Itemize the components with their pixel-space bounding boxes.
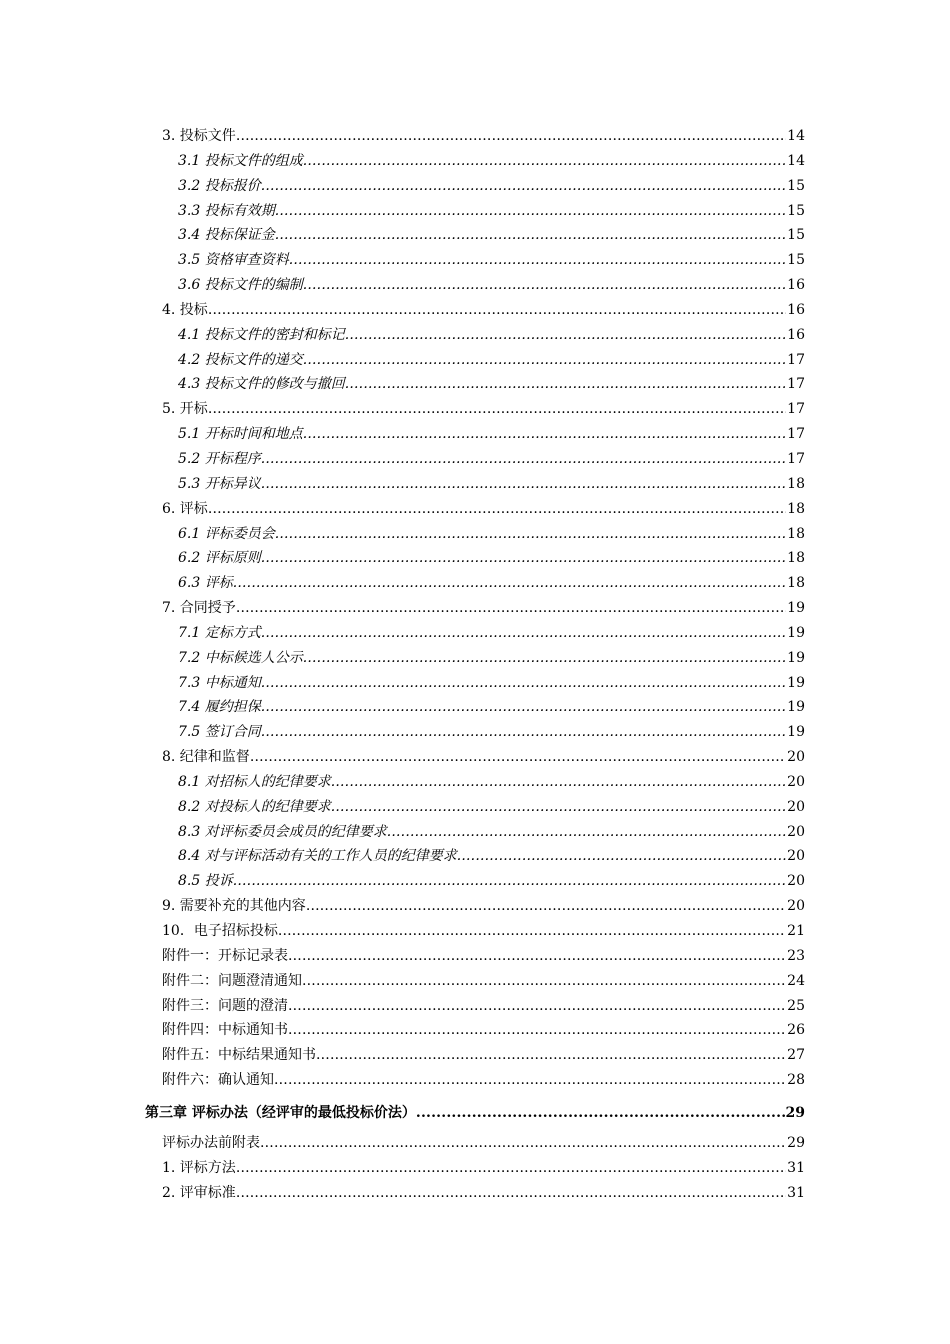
toc-entry-title: 5.1 开标时间和地点 ..... bbox=[0, 422, 805, 447]
toc-entry-page-number: 17 bbox=[786, 372, 805, 397]
toc-entry-page-number: 20 bbox=[786, 894, 805, 919]
toc-entry-title: 3.5 资格审查资料 ..... bbox=[0, 248, 805, 273]
toc-entry-title: 3.6 投标文件的编制 ..... bbox=[0, 273, 805, 298]
toc-entry[interactable] bbox=[0, 497, 950, 522]
toc-entry[interactable] bbox=[0, 223, 950, 248]
toc-entry[interactable] bbox=[0, 174, 950, 199]
toc-entry[interactable] bbox=[0, 695, 950, 720]
toc-entry-page-number: 18 bbox=[786, 546, 805, 571]
toc-entry-page-number: 17 bbox=[786, 447, 805, 472]
toc-entry-page-number: 18 bbox=[786, 497, 805, 522]
toc-entry[interactable] bbox=[0, 720, 950, 745]
toc-entry[interactable] bbox=[0, 646, 950, 671]
toc-entry-page-number: 19 bbox=[786, 596, 805, 621]
table-of-contents bbox=[0, 124, 950, 1205]
toc-entry[interactable] bbox=[0, 447, 950, 472]
toc-entry-page-number: 17 bbox=[786, 348, 805, 373]
toc-entry-page-number: 14 bbox=[786, 124, 805, 149]
toc-entry[interactable] bbox=[0, 248, 950, 273]
toc-entry-page-number: 16 bbox=[786, 273, 805, 298]
toc-entry-title: 4.3 投标文件的修改与撤回 ..... bbox=[0, 372, 805, 397]
toc-entry-title: 9. 需要补充的其他内容 ..... bbox=[0, 894, 805, 919]
toc-entry-page-number: 18 bbox=[786, 472, 805, 497]
toc-entry-title: 附件五：中标结果通知书 ..... bbox=[0, 1043, 805, 1068]
toc-entry-page-number: 15 bbox=[786, 174, 805, 199]
toc-entry-title: 附件四：中标通知书 ..... bbox=[0, 1018, 805, 1043]
toc-entry-page-number: 27 bbox=[786, 1043, 805, 1068]
toc-entry[interactable] bbox=[0, 1156, 950, 1181]
toc-entry-title: 5.3 开标异议 ..... bbox=[0, 472, 805, 497]
toc-entry[interactable] bbox=[0, 1018, 950, 1043]
toc-entry[interactable] bbox=[0, 1181, 950, 1206]
toc-entry[interactable] bbox=[0, 323, 950, 348]
toc-entry[interactable] bbox=[0, 397, 950, 422]
toc-entry-title: 1. 评标方法 ..... bbox=[0, 1156, 805, 1181]
toc-entry[interactable] bbox=[0, 969, 950, 994]
toc-entry[interactable] bbox=[0, 671, 950, 696]
toc-entry-title: 8.3 对评标委员会成员的纪律要求 ..... bbox=[0, 820, 805, 845]
toc-entry-title: 5.2 开标程序 ..... bbox=[0, 447, 805, 472]
toc-entry-title: 8.1 对招标人的纪律要求 ..... bbox=[0, 770, 805, 795]
toc-entry[interactable] bbox=[0, 869, 950, 894]
toc-entry-page-number: 29 bbox=[786, 1131, 805, 1156]
toc-entry-title: 6.1 评标委员会 ..... bbox=[0, 522, 805, 547]
toc-entry-title: 7.5 签订合同 ..... bbox=[0, 720, 805, 745]
toc-entry-title: 7.4 履约担保 ..... bbox=[0, 695, 805, 720]
toc-entry-page-number: 20 bbox=[786, 795, 805, 820]
toc-entry[interactable] bbox=[0, 820, 950, 845]
toc-entry-title: 第三章 评标办法（经评审的最低投标价法） ..... bbox=[0, 1099, 805, 1127]
toc-entry-page-number: 17 bbox=[786, 397, 805, 422]
toc-entry[interactable] bbox=[0, 298, 950, 323]
toc-entry-page-number: 24 bbox=[786, 969, 805, 994]
toc-entry-title: 2. 评审标准 ..... bbox=[0, 1181, 805, 1206]
toc-entry[interactable] bbox=[0, 199, 950, 224]
toc-entry[interactable] bbox=[0, 273, 950, 298]
toc-entry[interactable] bbox=[0, 745, 950, 770]
toc-entry[interactable] bbox=[0, 894, 950, 919]
toc-entry[interactable] bbox=[0, 919, 950, 944]
toc-entry-title: 3.3 投标有效期 ..... bbox=[0, 199, 805, 224]
toc-entry-title: 3.2 投标报价 ..... bbox=[0, 174, 805, 199]
toc-entry-title: 7. 合同授予 ..... bbox=[0, 596, 805, 621]
toc-entry-page-number: 26 bbox=[786, 1018, 805, 1043]
toc-entry[interactable] bbox=[0, 124, 950, 149]
toc-entry-page-number: 17 bbox=[786, 422, 805, 447]
toc-entry-page-number: 25 bbox=[786, 994, 805, 1019]
toc-entry-title: 4.2 投标文件的递交 ..... bbox=[0, 348, 805, 373]
toc-entry-page-number: 19 bbox=[786, 720, 805, 745]
toc-entry[interactable] bbox=[0, 795, 950, 820]
toc-entry[interactable] bbox=[0, 994, 950, 1019]
toc-entry-page-number: 15 bbox=[786, 248, 805, 273]
toc-entry[interactable] bbox=[0, 546, 950, 571]
toc-chapter-entry[interactable] bbox=[0, 1099, 950, 1127]
toc-entry-page-number: 31 bbox=[786, 1181, 805, 1206]
toc-entry-title: 3. 投标文件 ..... bbox=[0, 124, 805, 149]
toc-entry-title: 4. 投标 ..... bbox=[0, 298, 805, 323]
toc-entry-page-number: 19 bbox=[786, 621, 805, 646]
toc-entry-title: 8.5 投诉 ..... bbox=[0, 869, 805, 894]
toc-entry[interactable] bbox=[0, 372, 950, 397]
toc-entry[interactable] bbox=[0, 422, 950, 447]
toc-entry-page-number: 20 bbox=[786, 844, 805, 869]
toc-entry[interactable] bbox=[0, 149, 950, 174]
toc-entry[interactable] bbox=[0, 522, 950, 547]
toc-entry-title: 10．电子招标投标 ..... bbox=[0, 919, 805, 944]
toc-entry-page-number: 31 bbox=[786, 1156, 805, 1181]
toc-entry-title: 6.2 评标原则 ..... bbox=[0, 546, 805, 571]
toc-entry-page-number: 20 bbox=[786, 869, 805, 894]
toc-entry-title: 5. 开标 ..... bbox=[0, 397, 805, 422]
toc-entry-page-number: 18 bbox=[786, 571, 805, 596]
toc-entry[interactable] bbox=[0, 770, 950, 795]
toc-entry-title: 附件六：确认通知 ..... bbox=[0, 1068, 805, 1093]
toc-entry[interactable] bbox=[0, 944, 950, 969]
toc-entry-page-number: 20 bbox=[786, 770, 805, 795]
toc-entry-page-number: 16 bbox=[786, 323, 805, 348]
toc-entry-page-number: 23 bbox=[786, 944, 805, 969]
toc-entry-page-number: 19 bbox=[786, 646, 805, 671]
toc-entry-title: 附件二：问题澄清通知 ..... bbox=[0, 969, 805, 994]
toc-entry-title: 8. 纪律和监督 ..... bbox=[0, 745, 805, 770]
toc-entry[interactable] bbox=[0, 596, 950, 621]
toc-entry-page-number: 19 bbox=[786, 695, 805, 720]
toc-entry-title: 8.2 对投标人的纪律要求 ..... bbox=[0, 795, 805, 820]
toc-entry-title: 3.4 投标保证金 ..... bbox=[0, 223, 805, 248]
toc-entry-page-number: 20 bbox=[786, 820, 805, 845]
toc-entry[interactable] bbox=[0, 1043, 950, 1068]
toc-entry-page-number: 18 bbox=[786, 522, 805, 547]
toc-entry-page-number: 15 bbox=[786, 199, 805, 224]
toc-entry-title: 3.1 投标文件的组成 ..... bbox=[0, 149, 805, 174]
toc-entry-title: 附件三：问题的澄清 ..... bbox=[0, 994, 805, 1019]
toc-entry-page-number: 21 bbox=[786, 919, 805, 944]
toc-entry-page-number: 14 bbox=[786, 149, 805, 174]
toc-entry[interactable] bbox=[0, 1131, 950, 1156]
toc-entry-title: 6. 评标 ..... bbox=[0, 497, 805, 522]
toc-entry[interactable] bbox=[0, 844, 950, 869]
toc-entry-page-number: 15 bbox=[786, 223, 805, 248]
toc-entry-title: 4.1 投标文件的密封和标记 ..... bbox=[0, 323, 805, 348]
toc-entry-page-number: 16 bbox=[786, 298, 805, 323]
toc-entry[interactable] bbox=[0, 571, 950, 596]
toc-entry-page-number: 19 bbox=[786, 671, 805, 696]
toc-entry[interactable] bbox=[0, 348, 950, 373]
toc-entry-title: 附件一：开标记录表 ..... bbox=[0, 944, 805, 969]
toc-entry-title: 7.3 中标通知 ..... bbox=[0, 671, 805, 696]
toc-entry-page-number: 28 bbox=[786, 1068, 805, 1093]
toc-entry-title: 评标办法前附表 ..... bbox=[0, 1131, 805, 1156]
toc-entry[interactable] bbox=[0, 621, 950, 646]
toc-entry[interactable] bbox=[0, 472, 950, 497]
toc-entry-title: 7.2 中标候选人公示 ..... bbox=[0, 646, 805, 671]
toc-entry-title: 8.4 对与评标活动有关的工作人员的纪律要求 ..... bbox=[0, 844, 805, 869]
toc-entry-page-number: 29 bbox=[785, 1099, 805, 1127]
toc-entry[interactable] bbox=[0, 1068, 950, 1093]
toc-entry-title: 7.1 定标方式 ..... bbox=[0, 621, 805, 646]
toc-entry-page-number: 20 bbox=[786, 745, 805, 770]
toc-entry-title: 6.3 评标 ..... bbox=[0, 571, 805, 596]
